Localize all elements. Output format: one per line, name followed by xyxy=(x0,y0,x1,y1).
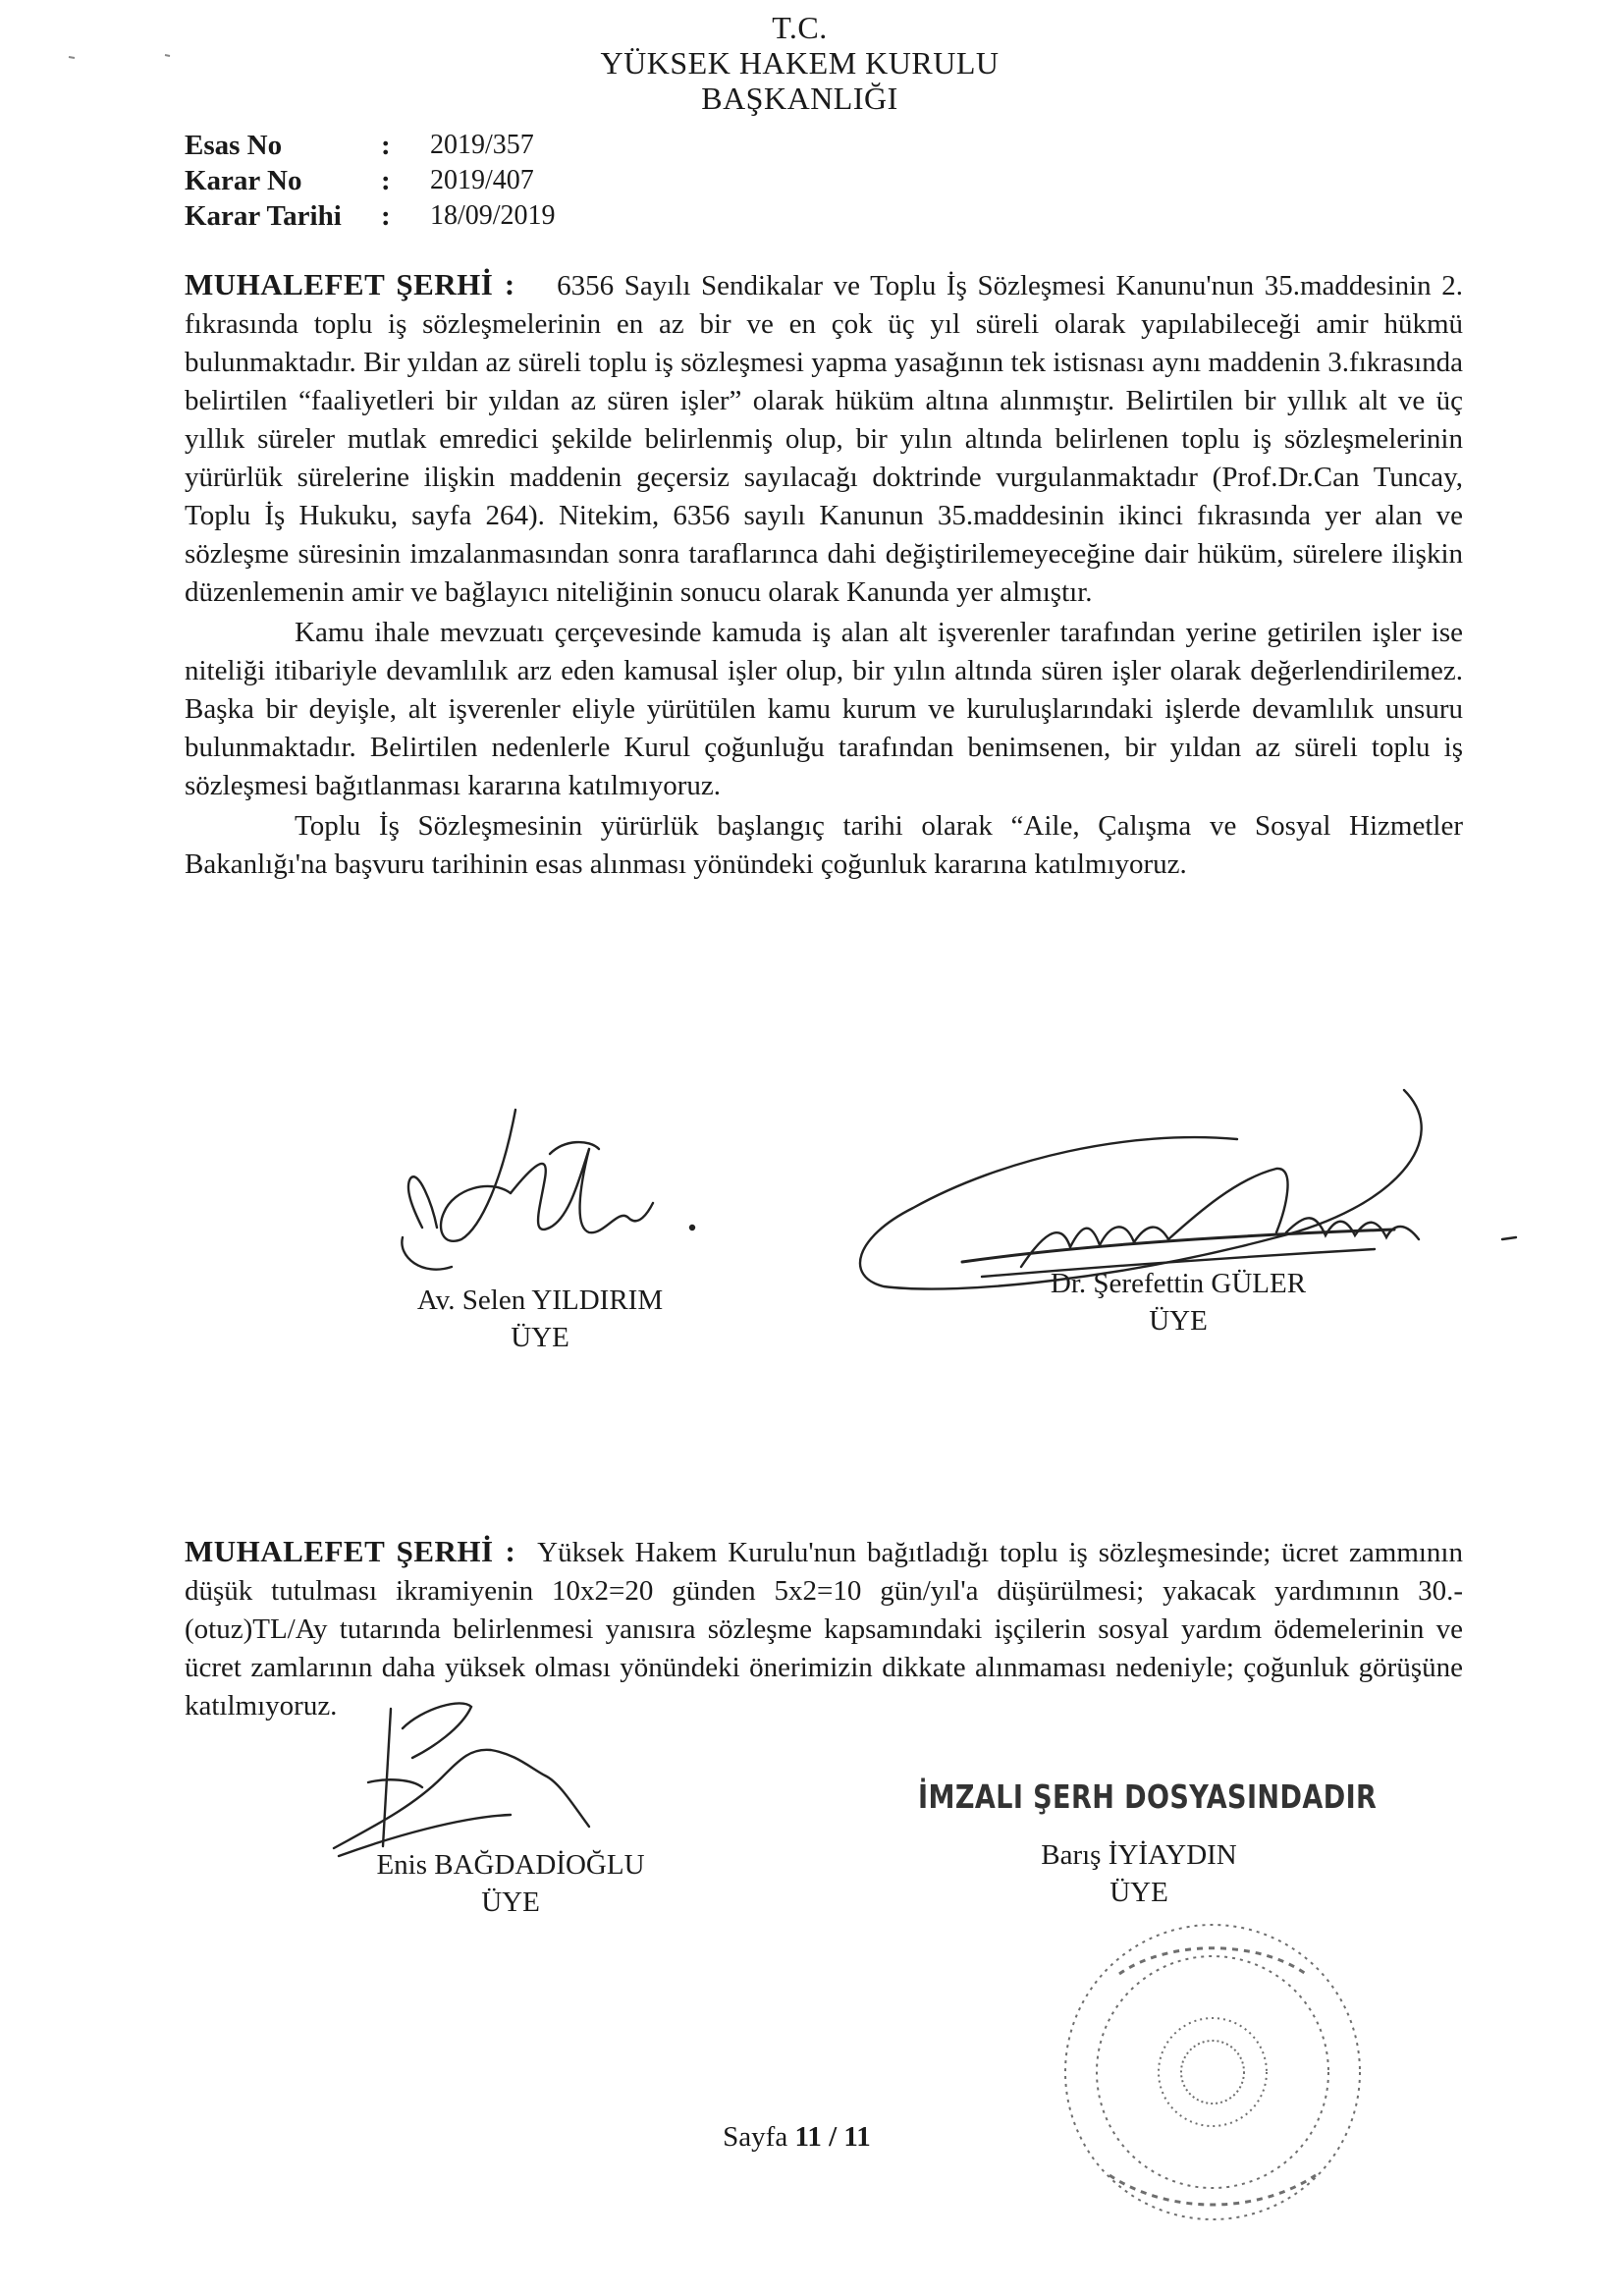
dissent-paragraph: Toplu İş Sözleşmesinin yürürlük başlangıç tarihi olarak “Aile, Çalışma ve Sosyal Hizmetler Bakanlığı'na başvuru tarihinin esas alınması yönündeki çoğunluk kararına katılmıyoruz. xyxy=(185,810,1463,880)
signature-enis-bagdadioglu xyxy=(334,1703,589,1856)
header-presidency: BAŞKANLIĞI xyxy=(701,81,898,116)
signature-selen-yildirim xyxy=(402,1110,694,1270)
signatory-role: ÜYE xyxy=(481,1886,540,1918)
signatory-role: ÜYE xyxy=(1149,1305,1208,1337)
signatory-name: Barış İYİAYDIN xyxy=(1041,1839,1237,1871)
scan-mark xyxy=(165,55,170,56)
meta-label: Esas No xyxy=(185,130,283,161)
signatory-name: Enis BAĞDADİOĞLU xyxy=(376,1849,645,1881)
dissent-text: Yüksek Hakem Kurulu'nun bağıtladığı toplu iş sözleşmesinde; ücret zammının düşük tutulması ikramiyenin 10x2=20 günden 5x2=10 gün/yıl'a düşürülmesi; yakacak yardımının 30.-(otuz)TL/Ay tutarında belirlenmesi yanısıra sözleşme kapsamındaki işçilerin sosyal yardım ödemelerinin ve ücret zamlarının daha yüksek olması yönündeki önerimizin dikkate alınmaması nedeniyle; çoğunluk görüşüne katılmıyoruz. xyxy=(185,1537,1463,1722)
meta-value: 2019/357 xyxy=(430,130,534,160)
header-country: T.C. xyxy=(772,10,828,45)
meta-label: Karar Tarihi xyxy=(185,200,342,232)
signatory-role: ÜYE xyxy=(1109,1877,1168,1908)
signed-copy-stamp: İMZALI ŞERH DOSYASINDADIR xyxy=(918,1777,1378,1816)
dissent-text: 6356 Sayılı Sendikalar ve Toplu İş Sözleşmesi Kanunu'nun 35.maddesinin 2. fıkrasında toplu iş sözleşmelerinin en az bir ve en çok üç yıl süreli olarak yapılabileceği amir hükmü bulunmaktadır. Bir yıldan az süreli toplu iş sözleşmesi yapma yasağının tek istisnası aynı maddenin 3.fıkrasında belirtilen “faaliyetleri bir yıldan az süren işler” olarak hüküm altına alınmıştır. Belirtilen bir yıllık alt ve üç yıllık süreler mutlak emredici şekilde belirlenmiş olup, bir yılın altında belirlenen toplu iş sözleşmelerinin yürürlük sürelerine ilişkin maddenin geçersiz sayılacağı doktrinde vurgulanmaktadır (Prof.Dr.Can Tuncay, Toplu İş Hukuku, sayfa 264). Nitekim, 6356 sayılı Kanunun 35.maddesinin ikinci fıkrasında yer alan ve sözleşme süresinin imzalanmasından sonra taraflarınca dahi değiştirilemeyeceğine dair hüküm, sürelere ilişkin düzenlemenin amir ve bağlayıcı niteliğinin sonucu olarak Kanunda yer almıştır. xyxy=(185,270,1463,608)
header-board: YÜKSEK HAKEM KURULU xyxy=(600,45,1000,81)
signature-serefettin-guler xyxy=(860,1090,1516,1289)
dissent-heading: MUHALEFET ŞERHİ : xyxy=(185,1534,516,1568)
meta-separator: : xyxy=(381,200,391,232)
page-number: 11 / 11 xyxy=(794,2121,871,2153)
dissent-heading: MUHALEFET ŞERHİ : xyxy=(185,267,515,301)
signatory-name: Av. Selen YILDIRIM xyxy=(416,1285,664,1316)
meta-value: 18/09/2019 xyxy=(430,200,556,231)
meta-separator: : xyxy=(381,165,391,196)
page-label: Sayfa xyxy=(723,2121,795,2153)
official-seal xyxy=(1065,1925,1360,2219)
scan-mark xyxy=(69,57,75,58)
dissent-paragraph: Kamu ihale mevzuatı çerçevesinde kamuda iş alan alt işverenler tarafından yerine getirilen işler ise niteliği itibariyle devamlılık arz eden kamusal işler olup, bir yılın altında süren işler olarak değerlendirilemez. Başka bir deyişle, alt işverenler eliyle yürütülen kamu kurum ve kuruluşlarındaki işlerde devamlılık unsuru bulunmaktadır. Belirtilen nedenlerle Kurul çoğunluğu tarafından benimsenen, bir yıldan az süreli toplu iş sözleşmesi bağıtlanması kararına katılmıyoruz. xyxy=(185,617,1463,801)
meta-label: Karar No xyxy=(185,165,302,196)
meta-value: 2019/407 xyxy=(430,165,534,195)
signatory-role: ÜYE xyxy=(511,1322,569,1353)
signatory-name: Dr. Şerefettin GÜLER xyxy=(1050,1268,1307,1299)
meta-separator: : xyxy=(381,130,391,161)
